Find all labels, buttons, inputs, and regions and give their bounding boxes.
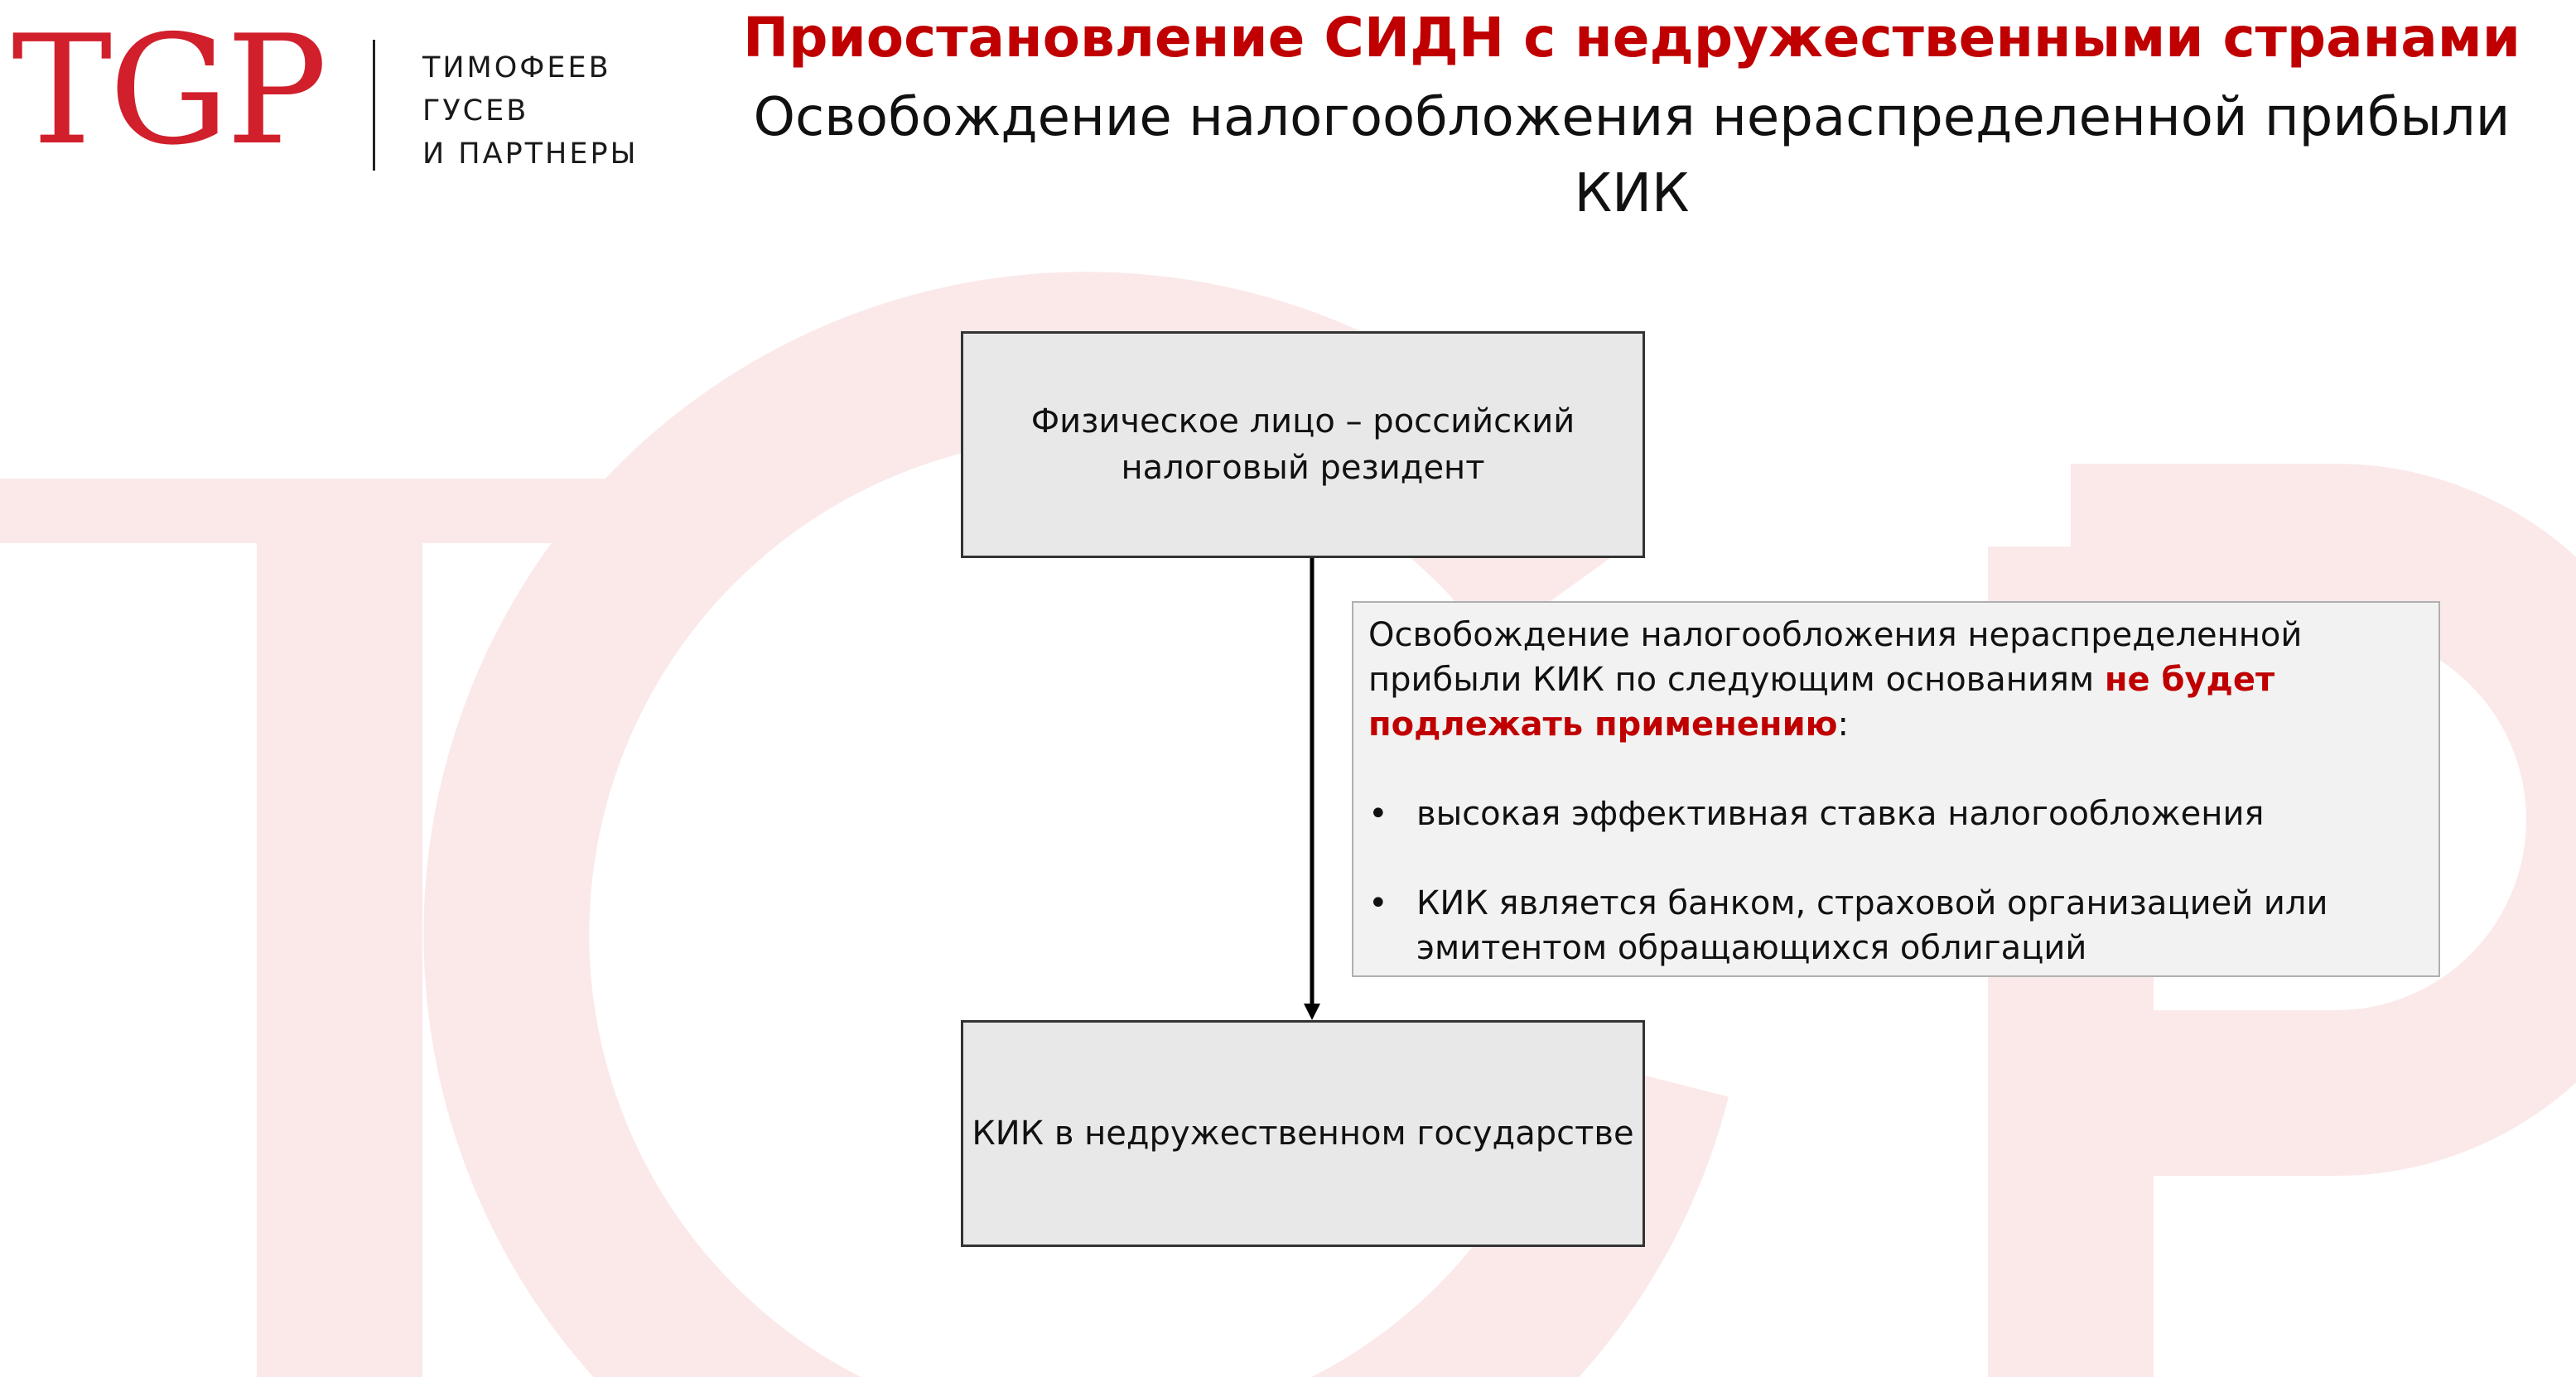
cfc-box	[961, 1020, 1645, 1247]
taxpayer-box	[961, 331, 1645, 558]
note-emphasis: не будет подлежать применению	[1368, 661, 2275, 744]
logo-text	[422, 46, 638, 176]
note-list-item	[1368, 881, 2422, 970]
logo-line: И ПАРТНЕРЫ	[422, 137, 639, 171]
note-intro-text: Освобождение налогообложения нераспределенной прибыли КИК по следующим основаниям	[1368, 616, 2303, 699]
connector-arrow	[1299, 558, 1325, 1023]
note-list-item	[1368, 792, 2422, 836]
logo-line: ГУСЕВ	[422, 94, 529, 128]
page-title: Приостановление СИДН с недружественными странами	[743, 6, 2521, 70]
exemption-note	[1352, 601, 2440, 977]
taxpayer-box-label: Физическое лицо – российский налоговый резидент	[1030, 402, 1575, 487]
bullet-icon: •	[1368, 884, 1388, 922]
cfc-box-label: КИК в недружественном государстве	[972, 1115, 1634, 1153]
bullet-icon: •	[1368, 795, 1388, 833]
logo-divider	[373, 40, 375, 171]
logo-mark: TGP	[12, 2, 325, 178]
note-intro-end: :	[1837, 705, 1849, 744]
company-logo	[12, 2, 658, 181]
note-list-item-text: КИК является банком, страховой организацией или эмитентом обращающихся облигаций	[1416, 884, 2328, 967]
note-intro	[1368, 613, 2422, 747]
logo-line: ТИМОФЕЕВ	[422, 51, 611, 84]
note-list	[1368, 792, 2422, 970]
page-subtitle: Освобождение налогообложения нераспределенной прибыли КИК	[753, 87, 2511, 224]
note-list-item-text: высокая эффективная ставка налогообложения	[1416, 795, 2265, 833]
